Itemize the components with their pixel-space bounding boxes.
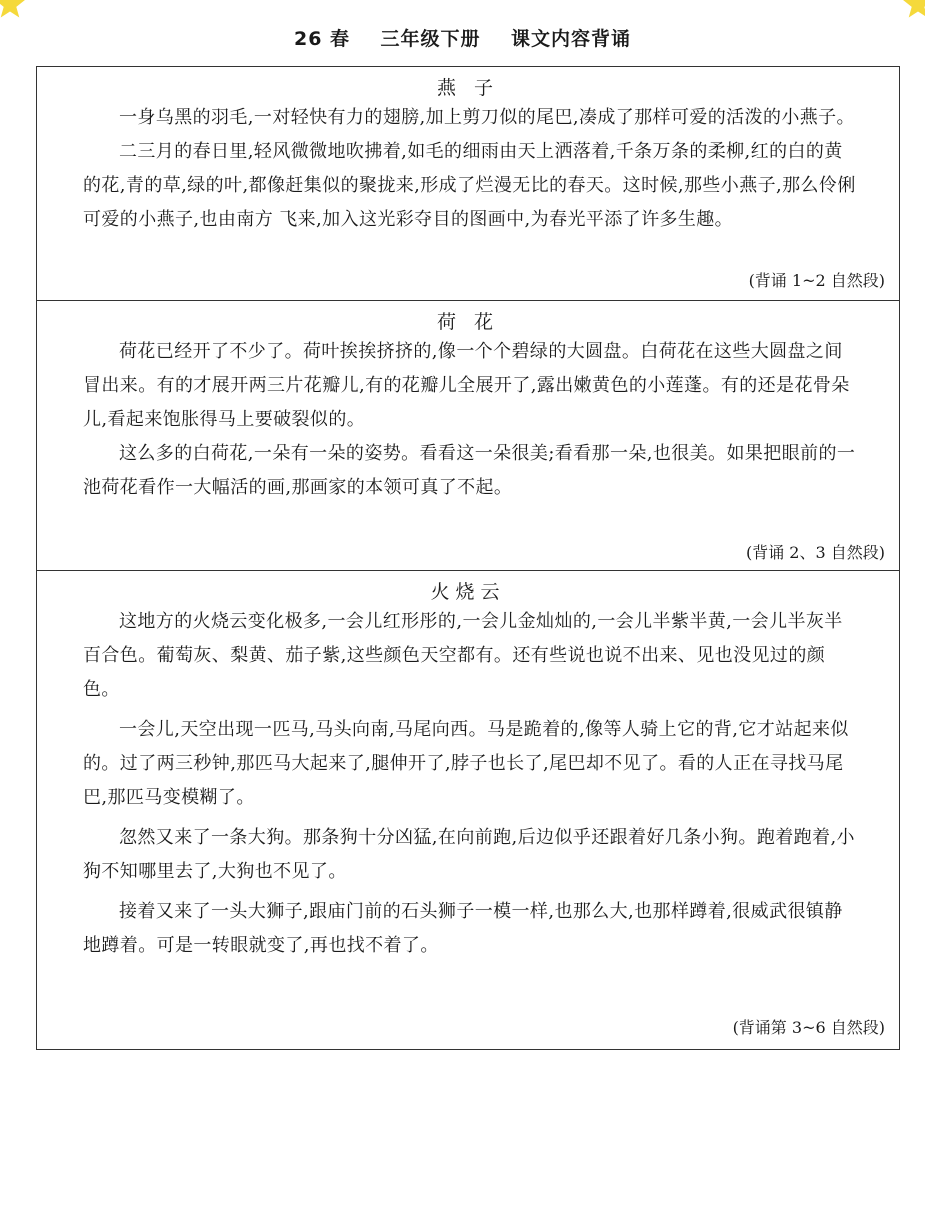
paragraph: 荷花已经开了不少了。荷叶挨挨挤挤的,像一个个碧绿的大圆盘。白荷花在这些大圆盘之间冒出来。有的才展开两三片花瓣儿,有的花瓣儿全展开了,露出嫩黄色的小莲蓬。有的还是花骨朵儿,看起来饱胀得马上要破裂似的。 [83, 341, 850, 430]
section-title: 荷 花 [436, 311, 500, 333]
section-swallow [37, 67, 899, 301]
paragraph: 二三月的春日里,轻风微微地吹拂着,如毛的细雨由天上洒落着,千条万条的柔柳,红的白的黄的花,青的草,绿的叶,都像赶集似的聚拢来,形成了烂漫无比的春天。这时候,那些小燕子,那么伶俐可爱的小燕子,也由南方 飞来,加入这光彩夺目的图画中,为春光平添了许多生趣。 [83, 141, 856, 230]
section-fire-clouds [37, 571, 899, 1049]
section-lotus [37, 301, 899, 571]
page-title: 26 春 三年级下册 课文内容背诵 [294, 28, 631, 50]
recite-note: (背诵 1~2 自然段) [748, 271, 885, 290]
recitation-table [36, 66, 900, 1050]
paragraph: 一会儿,天空出现一匹马,马头向南,马尾向西。马是跪着的,像等人骑上它的背,它才站起来似的。过了两三秒钟,那匹马大起来了,腿伸开了,脖子也长了,尾巴却不见了。看的人正在寻找马尾巴,那匹马变模糊了。 [83, 719, 849, 808]
section-title: 火烧云 [430, 581, 506, 603]
section-title: 燕 子 [436, 77, 500, 99]
recite-note: (背诵第 3~6 自然段) [732, 1018, 885, 1037]
paragraph: 一身乌黑的羽毛,一对轻快有力的翅膀,加上剪刀似的尾巴,凑成了那样可爱的活泼的小燕子。 [119, 107, 855, 128]
paragraph: 这地方的火烧云变化极多,一会儿红形彤的,一会儿金灿灿的,一会儿半紫半黄,一会儿半灰半百合色。葡萄灰、梨黄、茄子紫,这些颜色天空都有。还有些说也说不出来、见也没见过的颜色。 [83, 611, 843, 700]
paragraph: 忽然又来了一条大狗。那条狗十分凶猛,在向前跑,后边似乎还跟着好几条小狗。跑着跑着,小狗不知哪里去了,大狗也不见了。 [83, 827, 855, 882]
paragraph: 接着又来了一头大狮子,跟庙门前的石头狮子一模一样,也那么大,也那样蹲着,很威武很镇静地蹲着。可是一转眼就变了,再也找不着了。 [83, 901, 843, 956]
paragraph: 这么多的白荷花,一朵有一朵的姿势。看看这一朵很美;看看那一朵,也很美。如果把眼前的一池荷花看作一大幅活的画,那画家的本领可真了不起。 [83, 443, 856, 498]
star-icon [0, 0, 28, 22]
recite-note: (背诵 2、3 自然段) [745, 543, 885, 562]
star-icon [900, 0, 925, 22]
